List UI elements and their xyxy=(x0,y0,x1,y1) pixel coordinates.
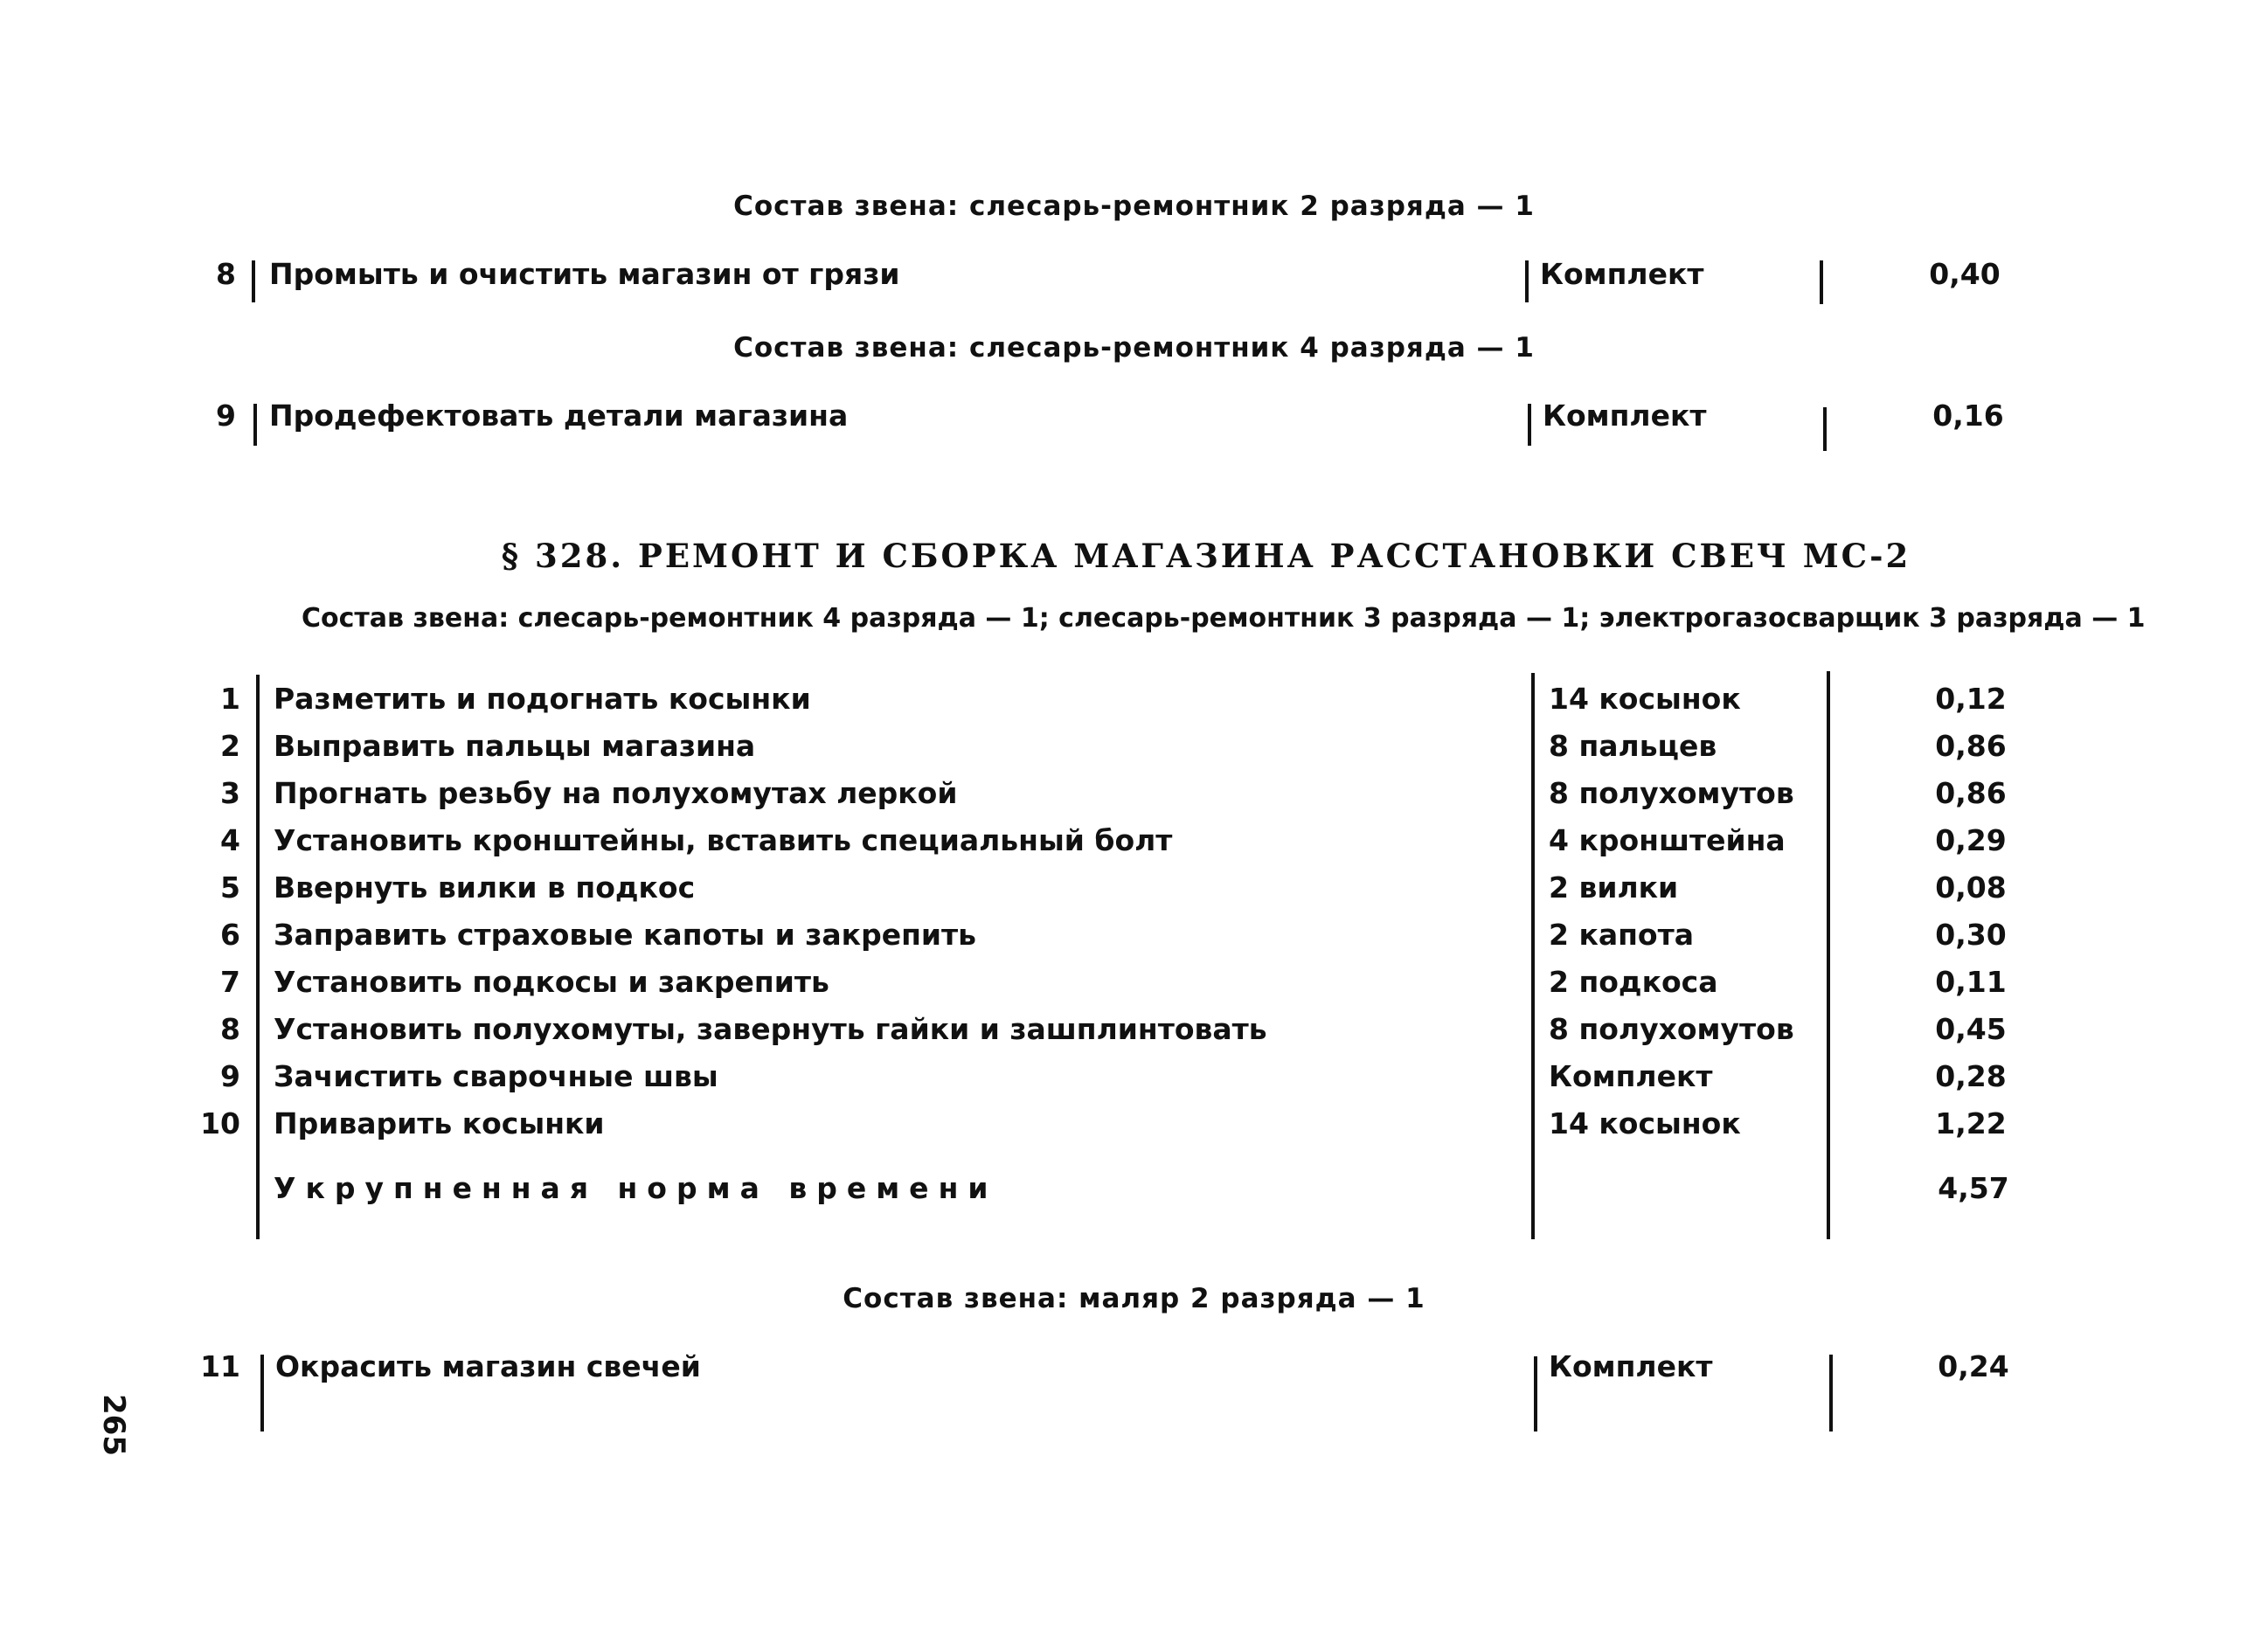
time-value: 0,08 xyxy=(1935,870,2007,905)
unit-text: 14 косынок xyxy=(1549,1106,1741,1140)
total-label: Укрупненная норма времени xyxy=(274,1171,998,1205)
operation-text: Приварить косынки xyxy=(274,1106,605,1140)
unit-text: 8 полухомутов xyxy=(1549,776,1794,810)
operation-text: Продефектовать детали магазина xyxy=(269,399,849,433)
operation-text: Окрасить магазин свечей xyxy=(275,1349,701,1383)
table-row xyxy=(0,1344,2268,1390)
table-row xyxy=(0,724,2268,769)
column-divider xyxy=(1525,260,1529,302)
operation-text: Зачистить сварочные швы xyxy=(274,1059,718,1093)
column-divider xyxy=(1528,404,1531,446)
table-row xyxy=(0,865,2268,911)
unit-text: 14 косынок xyxy=(1549,682,1741,716)
table-row xyxy=(0,960,2268,1005)
row-number: 5 xyxy=(220,870,240,905)
column-divider xyxy=(1534,1356,1537,1432)
time-value: 0,86 xyxy=(1935,776,2007,810)
table-row xyxy=(0,1054,2268,1099)
time-value: 0,11 xyxy=(1935,965,2007,999)
column-divider xyxy=(1531,673,1535,1239)
column-divider xyxy=(252,260,255,302)
operation-text: Установить кронштейны, вставить специальный болт xyxy=(274,823,1173,857)
row-number: 9 xyxy=(220,1059,240,1093)
row-number: 3 xyxy=(220,776,240,810)
crew-composition-3: Состав звена: маляр 2 разряда — 1 xyxy=(843,1283,1425,1314)
table-row xyxy=(0,1101,2268,1147)
row-number: 6 xyxy=(220,918,240,952)
unit-text: 8 полухомутов xyxy=(1549,1012,1794,1046)
table-row xyxy=(0,771,2268,816)
row-number: 11 xyxy=(200,1349,240,1383)
time-value: 0,40 xyxy=(1929,257,2001,291)
unit-text: 2 подкоса xyxy=(1549,965,1718,999)
operation-text: Ввернуть вилки в подкос xyxy=(274,870,696,905)
column-divider xyxy=(1827,671,1830,1239)
unit-text: 2 вилки xyxy=(1549,870,1679,905)
table-row xyxy=(0,1007,2268,1052)
operation-text: Разметить и подогнать косынки xyxy=(274,682,811,716)
time-value: 0,16 xyxy=(1932,399,2004,433)
unit-text: 8 пальцев xyxy=(1549,729,1717,763)
time-value: 0,30 xyxy=(1935,918,2007,952)
row-number: 8 xyxy=(220,1012,240,1046)
time-value: 0,12 xyxy=(1935,682,2007,716)
column-divider xyxy=(1829,1355,1833,1432)
time-value: 0,28 xyxy=(1935,1059,2007,1093)
operation-text: Установить подкосы и закрепить xyxy=(274,965,829,999)
time-value: 0,86 xyxy=(1935,729,2007,763)
crew-composition-section: Состав звена: слесарь-ремонтник 4 разряда — 1; слесарь-ремонтник 3 разряда — 1; электрогазосварщик 3 разряда — 1 xyxy=(302,603,2146,634)
page-number: 265 xyxy=(96,1394,131,1456)
time-value: 0,29 xyxy=(1935,823,2007,857)
unit-text: Комплект xyxy=(1549,1059,1713,1093)
column-divider xyxy=(1823,407,1827,451)
row-number: 10 xyxy=(200,1106,240,1140)
operation-text: Прогнать резьбу на полухомутах леркой xyxy=(274,776,958,810)
column-divider xyxy=(256,675,260,1239)
time-value: 0,45 xyxy=(1935,1012,2007,1046)
table-row xyxy=(0,676,2268,722)
crew-composition-1: Состав звена: слесарь-ремонтник 2 разряда — 1 xyxy=(733,191,1535,222)
table-row xyxy=(0,818,2268,863)
total-value: 4,57 xyxy=(1938,1171,2009,1205)
unit-text: Комплект xyxy=(1549,1349,1713,1383)
unit-text: Комплект xyxy=(1540,257,1704,291)
column-divider xyxy=(1820,260,1823,304)
row-number: 1 xyxy=(220,682,240,716)
table-row xyxy=(0,912,2268,958)
crew-composition-2: Состав звена: слесарь-ремонтник 4 разряда — 1 xyxy=(733,332,1535,364)
time-value: 1,22 xyxy=(1935,1106,2007,1140)
row-number: 7 xyxy=(220,965,240,999)
row-number: 4 xyxy=(220,823,240,857)
unit-text: 2 капота xyxy=(1549,918,1694,952)
section-title: § 328. РЕМОНТ И СБОРКА МАГАЗИНА РАССТАНОВКИ СВЕЧ МС-2 xyxy=(501,537,1911,575)
row-number: 2 xyxy=(220,729,240,763)
operation-text: Заправить страховые капоты и закрепить xyxy=(274,918,976,952)
column-divider xyxy=(260,1355,264,1432)
column-divider xyxy=(253,404,257,446)
table-row xyxy=(0,393,2268,439)
row-number: 9 xyxy=(216,399,236,433)
unit-text: Комплект xyxy=(1543,399,1707,433)
operation-text: Промыть и очистить магазин от грязи xyxy=(269,257,900,291)
table-row xyxy=(0,252,2268,297)
row-number: 8 xyxy=(216,257,236,291)
time-value: 0,24 xyxy=(1938,1349,2009,1383)
operation-text: Установить полухомуты, завернуть гайки и зашплинтовать xyxy=(274,1012,1267,1046)
total-row xyxy=(0,1166,2268,1211)
operation-text: Выправить пальцы магазина xyxy=(274,729,756,763)
unit-text: 4 кронштейна xyxy=(1549,823,1786,857)
